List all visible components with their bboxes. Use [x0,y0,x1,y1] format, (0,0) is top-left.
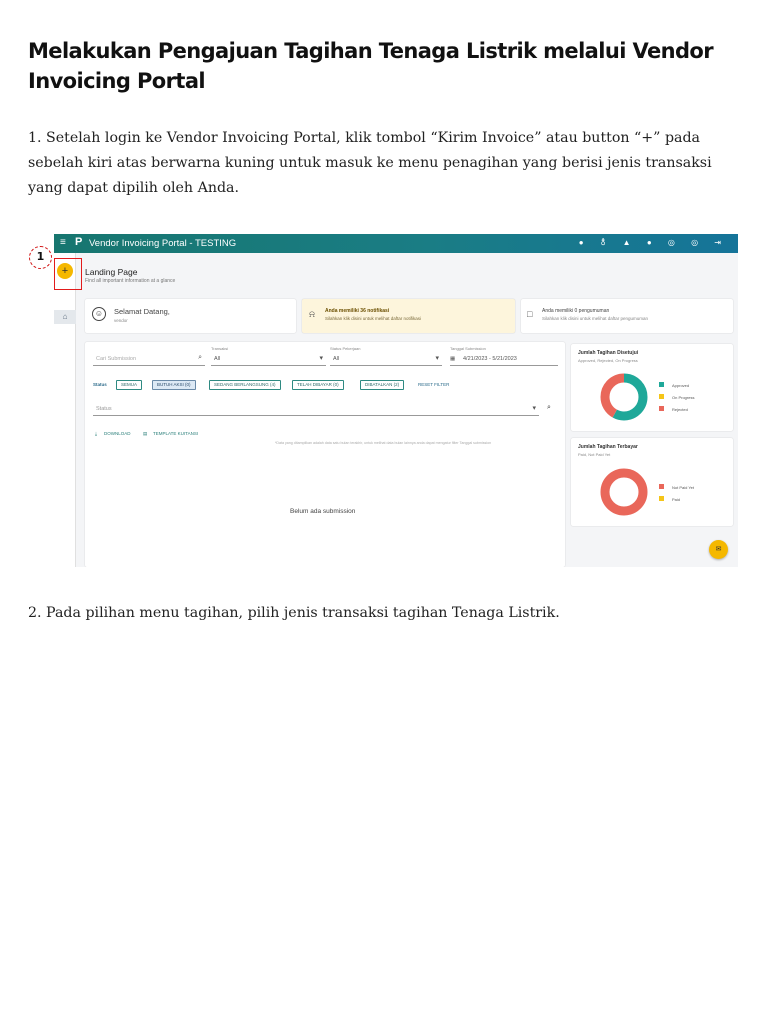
menu-icon[interactable]: ≡ [60,237,66,248]
approved-donut-chart [599,372,649,422]
paid-chart-title: Jumlah Tagihan Terbayar [578,444,638,450]
paid-legend-swatch [659,484,664,489]
appbar-action-icons[interactable]: ● ⚨ ▲ ● ◎ ◎ ⇥ [578,238,728,247]
step-1-text: 1. Setelah login ke Vendor Invoicing Portal, klik tombol “Kirim Invoice” atau button “+” pada sebelah kiri atas berwarna kuning untuk masuk ke menu penagihan yang berisi jenis transaksi yang dapat dipilih oleh Anda. [28,130,712,196]
chip-sedang-berlangsung[interactable]: SEDANG BERLANGSUNG (4) [209,380,281,390]
left-rail [54,253,76,567]
approved-chart-subtitle: Approved, Rejected, On Progress [578,358,638,363]
portal-screenshot [54,234,738,567]
chip-telah-dibayar[interactable]: TELAH DIBAYAR (0) [292,380,344,390]
welcome-title: Selamat Datang, [114,307,170,316]
announcement-title: Anda memiliki 0 pengumuman [542,308,610,314]
paid-slice-not-paid-yet [605,473,643,511]
template-kuitansi-button[interactable]: TEMPLATE KUITANSI [153,431,199,436]
tanggal-label: Tanggal Submission [450,346,486,351]
status-select[interactable] [93,402,539,416]
announcement-card[interactable] [521,299,733,333]
notification-card[interactable] [302,299,515,333]
page-subtitle: Find all important information at a glance [85,278,176,284]
status-search-icon[interactable]: ⌕ [547,404,551,411]
approved-legend-swatch [659,406,664,411]
chevron-down-icon: ▾ [435,355,439,362]
chip-butuh-aksi[interactable]: BUTUH AKSI (0) [152,380,196,390]
chip-semua[interactable]: SEMUA [116,380,142,390]
status-select-placeholder: Status [96,406,112,412]
paid-legend-label: Not Paid Yet [672,485,695,490]
transaksi-select[interactable] [211,346,326,366]
user-icon: ☺ [92,307,106,321]
highlight-box [54,258,82,290]
portal-logo: P [75,236,83,248]
reset-filter-button[interactable]: RESET FILTER [418,382,450,387]
calendar-icon[interactable]: ▦ [450,356,456,362]
paid-legend-swatch [659,496,664,501]
welcome-card [85,299,296,333]
tanggal-submission-field[interactable] [450,346,558,366]
download-icon: ⤓ [95,431,97,436]
submission-panel [85,342,565,567]
data-range-note: *Data yang ditampilkan adalah data satu bulan terakhir, untuk melihat data bulan lainnya anda dapat mengatur filter Tanggal submission [275,441,492,445]
search-input[interactable] [93,352,205,366]
add-invoice-button[interactable]: + [57,263,73,279]
tanggal-value: 4/21/2023 - 5/21/2023 [463,356,517,362]
status-pekerjaan-value: All [333,356,340,362]
step-marker: 1 [29,246,52,269]
approved-legend-label: Approved [672,383,690,388]
template-icon: ▤ [143,431,148,436]
chevron-down-icon: ▾ [532,405,536,412]
status-pekerjaan-label: Status Pekerjaan [330,346,361,351]
approved-legend-label: On Progress [672,395,695,400]
announcement-subtitle: Silahkan klik disini untuk melihat daftar pengumuman [542,316,649,321]
bell-icon: ⍾ [309,309,315,319]
message-icon: □ [527,309,533,319]
status-filter-label: Status [93,382,107,387]
app-bar [54,234,738,253]
document-title: Melakukan Pengajuan Tagihan Tenaga Listrik melalui Vendor Invoicing Portal [28,39,714,93]
chevron-down-icon: ▾ [319,355,323,362]
approved-chart-card [571,344,733,431]
chip-dibatalkan[interactable]: DIBATALKAN (2) [360,380,404,390]
empty-state-text: Belum ada submission [290,508,356,515]
chat-button[interactable]: ✉ [709,540,728,559]
approved-legend-label: Rejected [672,407,688,412]
search-placeholder: Cari Submission [96,356,137,362]
transaksi-value: All [214,356,221,362]
approved-chart-title: Jumlah Tagihan Disetujui [578,350,639,356]
transaksi-label: Transaksi [211,346,229,351]
download-button[interactable]: DOWNLOAD [104,431,131,436]
status-pekerjaan-select[interactable] [330,346,442,366]
step-2-text: 2. Pada pilihan menu tagihan, pilih jenis transaksi tagihan Tenaga Listrik. [28,605,560,621]
paid-chart-card [571,438,733,526]
home-icon[interactable]: ⌂ [54,310,76,324]
notification-title: Anda memiliki 36 notifikasi [325,308,390,314]
welcome-user: vendor [114,318,128,323]
notification-subtitle: Silahkan klik disini untuk melihat daftar notifikasi [325,316,422,321]
paid-legend-label: Paid [672,497,681,502]
search-icon[interactable]: ⌕ [198,354,202,361]
approved-legend-swatch [659,394,664,399]
paid-chart-subtitle: Paid, Not Paid Yet [578,452,611,457]
app-title: Vendor Invoicing Portal - TESTING [89,238,237,249]
approved-legend-swatch [659,382,664,387]
page-title: Landing Page [85,267,138,277]
paid-donut-chart [599,467,649,517]
